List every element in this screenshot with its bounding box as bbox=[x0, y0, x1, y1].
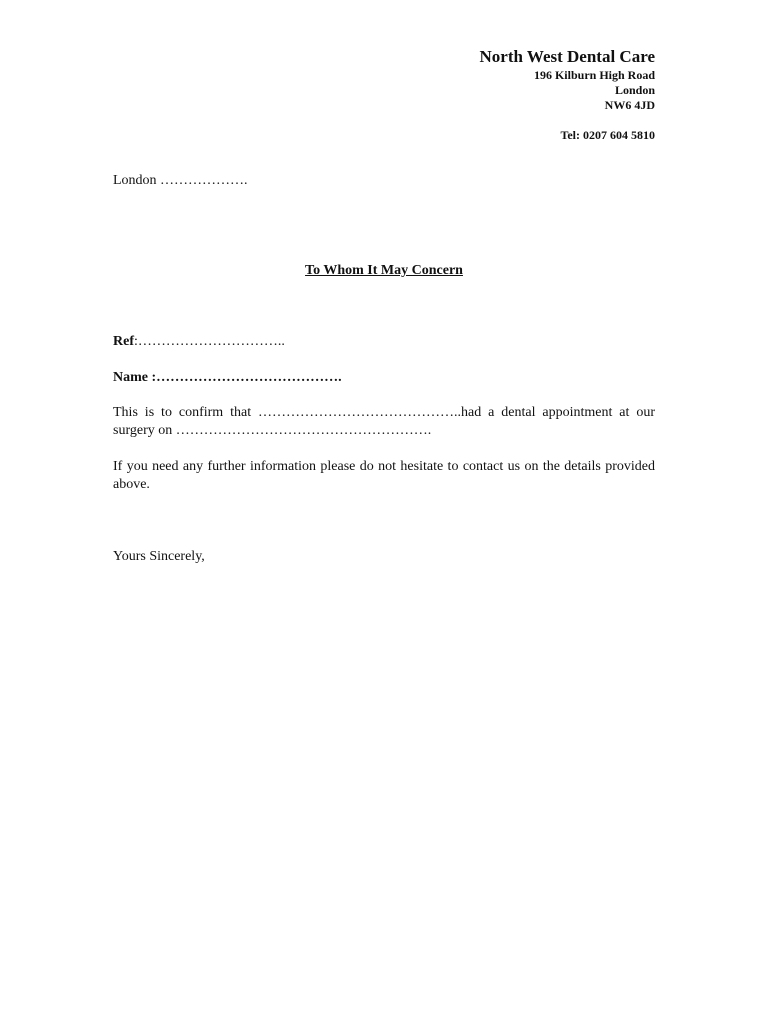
telephone: Tel: 0207 604 5810 bbox=[560, 128, 655, 143]
org-name: North West Dental Care bbox=[479, 47, 655, 66]
closing-line: Yours Sincerely, bbox=[113, 549, 205, 564]
address-city: London bbox=[614, 83, 655, 98]
ref-line bbox=[113, 333, 655, 351]
confirm-paragraph: This is to confirm that ……………………………………..had a dental appointment at our surgery on ………………………………………………. bbox=[113, 405, 655, 438]
letter-subject: To Whom It May Concern bbox=[305, 263, 463, 278]
place-date-line: London ………………. bbox=[113, 173, 248, 188]
ref-dots: :………………………….. bbox=[134, 334, 285, 349]
name-line: Name :…………………………………. bbox=[113, 370, 342, 385]
ref-label: Ref bbox=[113, 334, 134, 349]
address-postcode: NW6 4JD bbox=[604, 98, 655, 113]
letterhead bbox=[480, 46, 656, 143]
address-street: 196 Kilburn High Road bbox=[533, 68, 655, 83]
further-info-paragraph: If you need any further information please do not hesitate to contact us on the details provided above. bbox=[113, 459, 655, 492]
